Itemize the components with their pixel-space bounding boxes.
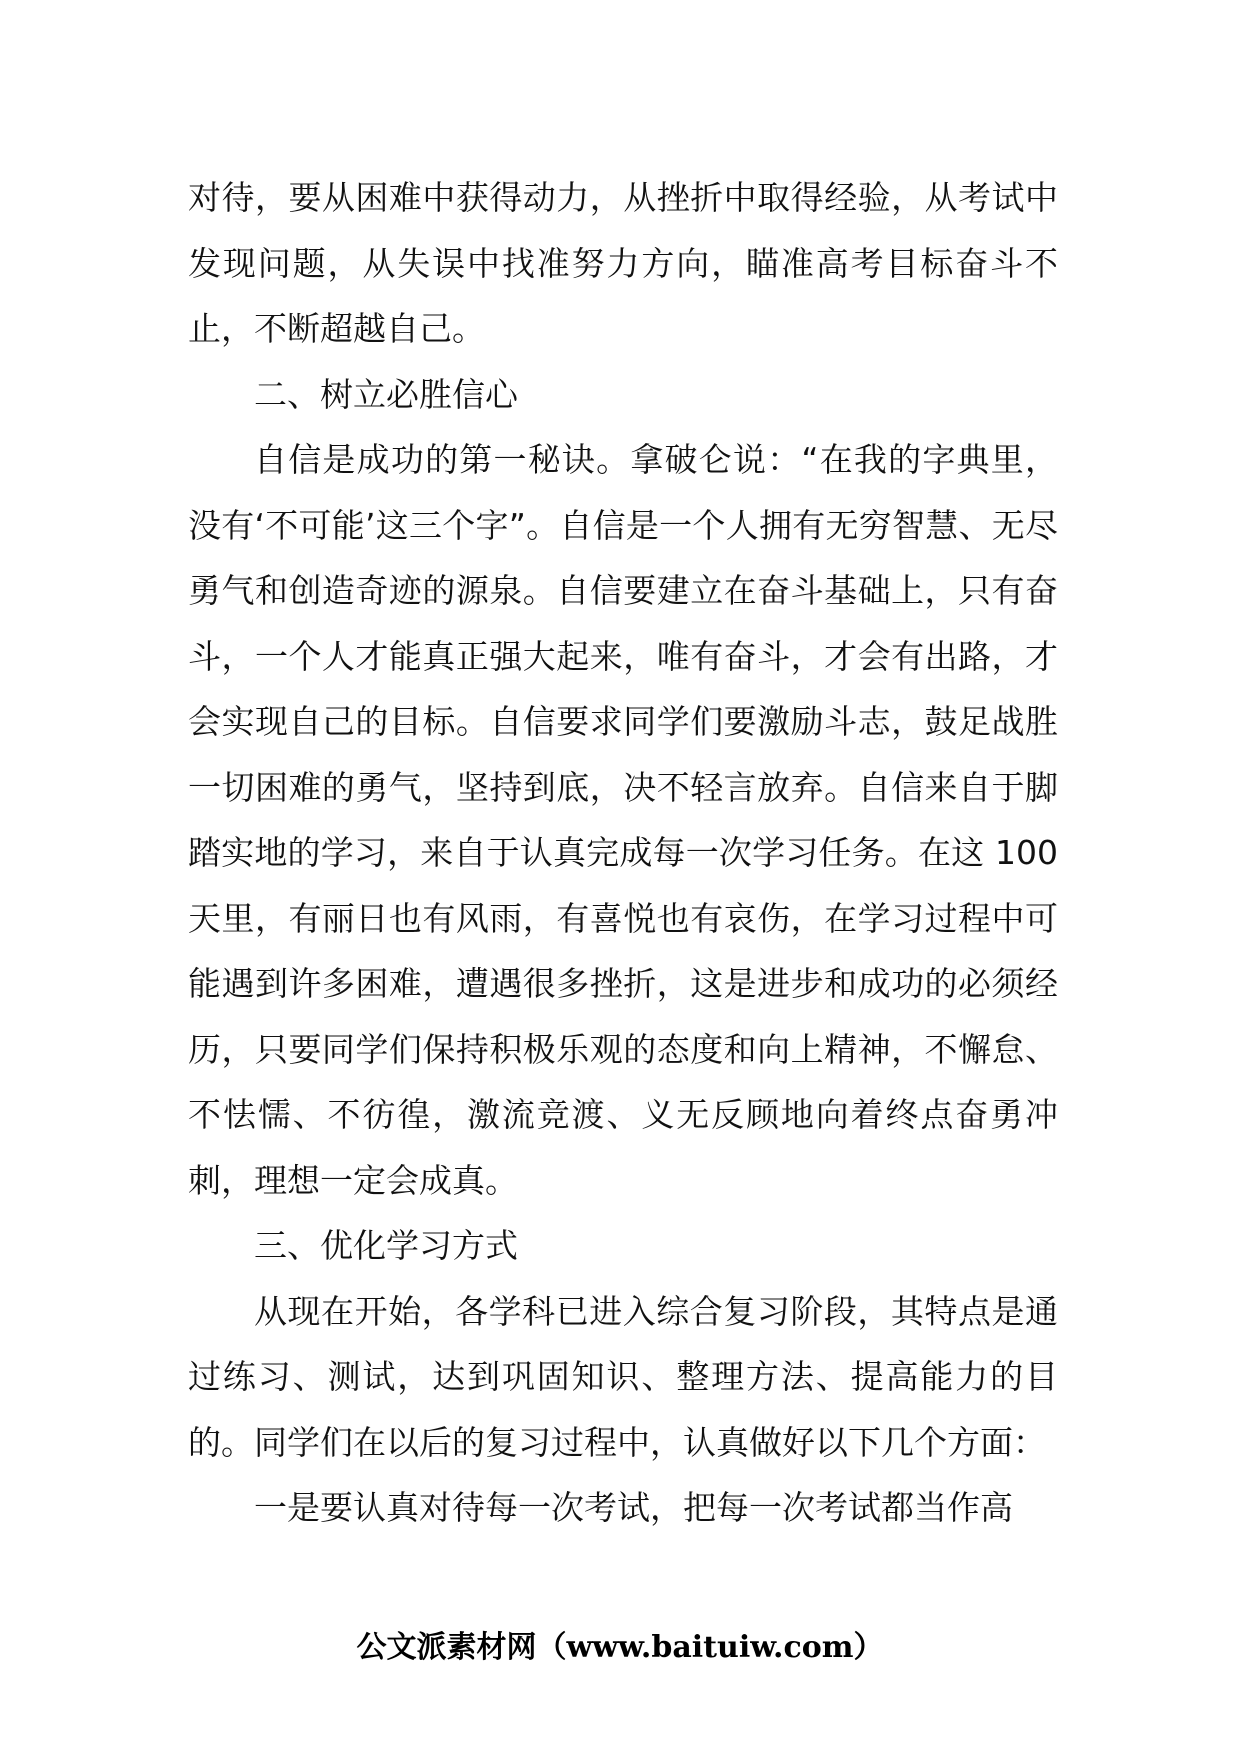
paragraph-review-stage: 从现在开始，各学科已进入综合复习阶段，其特点是通过练习、测试，达到巩固知识、整理方法、提高能力的目的。同学们在以后的复习过程中，认真做好以下几个方面： — [188, 1291, 1058, 1462]
footer-watermark: 公文派素材网（www.baituiw.com） — [356, 1630, 884, 1665]
document-body — [188, 165, 1058, 1541]
paragraph-point-one: 一是要认真对待每一次考试，把每一次考试都当作高 — [254, 1488, 1013, 1527]
section-heading-3: 三、优化学习方式 — [254, 1226, 518, 1265]
section-heading-2: 二、树立必胜信心 — [254, 374, 518, 414]
paragraph-confidence: 自信是成功的第一秘诀。拿破仑说：“在我的字典里，没有‘不可能’这三个字”。自信是一个人拥有无穷智慧、无尽勇气和创造奇迹的源泉。自信要建立在奋斗基础上，只有奋斗，一个人才能真正强大起来，唯有奋斗，才会有出路，才会实现自己的目标。自信要求同学们要激励斗志，鼓足战胜一切困难的勇气，坚持到底，决不轻言放弃。自信来自于脚踏实地的学习，来自于认真完成每一次学习任务。在这 100 天里，有丽日也有风雨，有喜悦也有哀伤，在学习过程中可能遇到许多困难，遭遇很多挫折，这是进步和成功的必须经历，只要同学们保持积极乐观的态度和向上精神，不懈怠、不怯懦、不彷徨，激流竞渡、义无反顾地向着终点奋勇冲刺，理想一定会成真。 — [188, 440, 1058, 1200]
paragraph-continuation: 对待，要从困难中获得动力，从挫折中取得经验，从考试中发现问题，从失误中找准努力方向，瞄准高考目标奋斗不止，不断超越自己。 — [188, 178, 1058, 348]
